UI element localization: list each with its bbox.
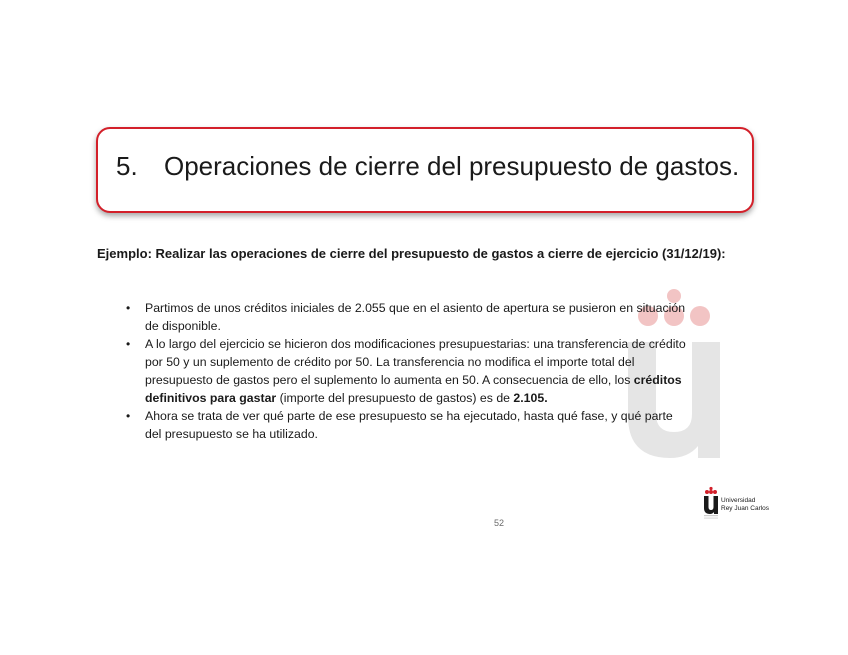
bullet-dot: •	[126, 301, 131, 315]
logo-line2: Rey Juan Carlos	[721, 505, 770, 512]
list-item	[122, 299, 692, 335]
list-item	[122, 335, 692, 407]
bold-term: créditos definitivos para gastar	[145, 373, 682, 405]
bullet-list	[122, 299, 692, 443]
example-heading: Ejemplo: Realizar las operaciones de cierre del presupuesto de gastos a cierre de ejercicio (31/12/19):	[97, 246, 726, 261]
title-number: 5.	[116, 151, 138, 181]
bullet-text: Ahora se trata de ver qué parte de ese presupuesto se ha ejecutado, hasta qué fase, y qué parte del presupuesto se ha utilizado.	[145, 409, 673, 441]
logo-line1: Universidad	[721, 497, 756, 504]
logo-text	[721, 497, 769, 513]
bullet-text-start: A lo largo del ejercicio se hicieron dos modificaciones presupuestarias: una transferencia de crédito por 50 y un suplemento de crédito por 50. La transferencia no modifica el importe total del presupuesto de gastos pero el suplemento lo aumenta en 50. A consecuencia de ello, los	[145, 337, 686, 387]
bullet-text: Partimos de unos créditos iniciales de 2.055 que en el asiento de apertura se pusieron en situación de disponible.	[145, 301, 686, 333]
bullet-dot: •	[126, 337, 131, 351]
title-box	[96, 127, 754, 213]
page-number: 52	[494, 518, 505, 528]
bullet-dot: •	[126, 409, 131, 423]
slide-title: Operaciones de cierre del presupuesto de gastos.	[164, 151, 740, 181]
bold-amount: 2.105.	[513, 391, 548, 405]
bullet-text-middle: (importe del presupuesto de gastos) es de	[276, 391, 514, 405]
list-item	[122, 407, 692, 443]
